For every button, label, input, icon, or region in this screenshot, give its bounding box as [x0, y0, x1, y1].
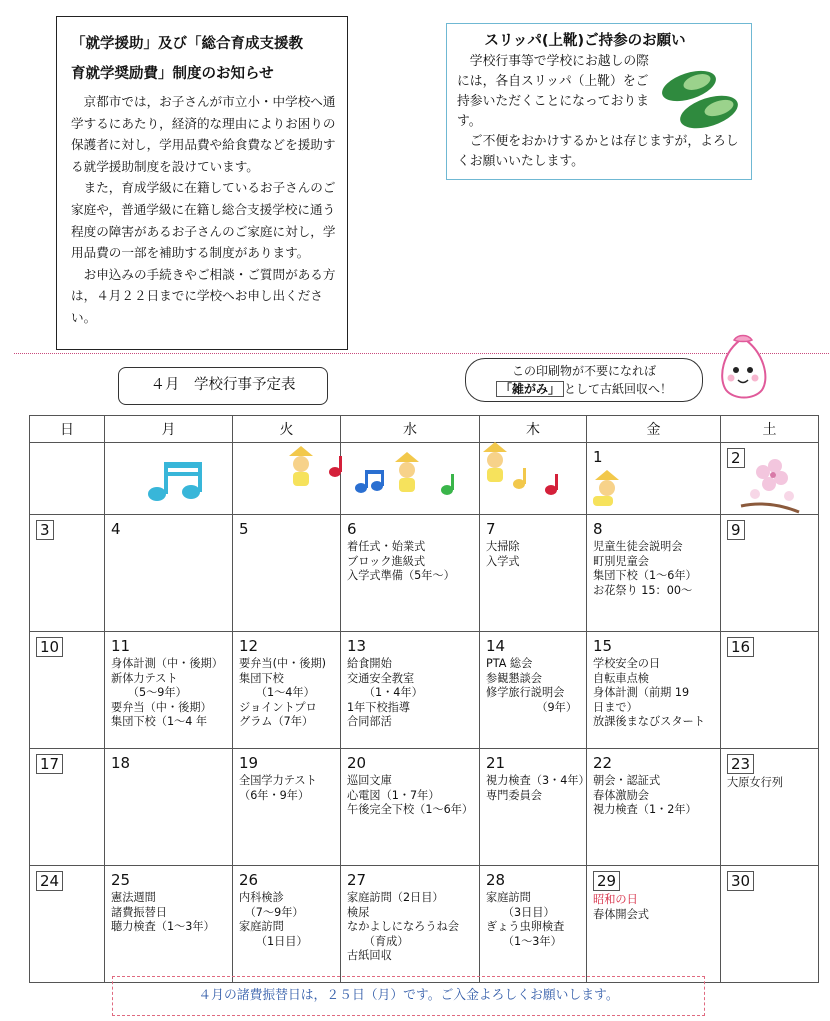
event-item: 専門委員会: [486, 788, 542, 802]
calendar-day-cell: [721, 515, 819, 632]
day-number: 30: [727, 871, 754, 891]
calendar-day-cell: [480, 749, 590, 866]
event-item: 家庭訪問: [239, 920, 284, 933]
calendar-day-cell: [587, 443, 721, 515]
event-item: 日まで）: [593, 700, 638, 714]
day-number: 12: [239, 637, 259, 655]
event-item: 給食開始: [347, 657, 392, 670]
calendar-day-cell: [721, 749, 819, 866]
calendar-day-cell: [105, 866, 233, 983]
weekday-header: 水: [341, 416, 480, 443]
event-item: （1～4年）: [239, 686, 315, 699]
calendar-day-cell: [105, 749, 233, 866]
calendar-week-row: [30, 632, 819, 749]
day-number: 10: [36, 637, 63, 657]
financial-aid-notice: [56, 16, 348, 350]
event-item: 朝会・認証式: [593, 774, 661, 787]
event-item: 検尿: [347, 905, 370, 919]
recycle-line2: [466, 380, 702, 398]
calendar-day-cell: [341, 515, 480, 632]
event-item: 集団下校（1～6年）: [593, 569, 697, 582]
weekday-header: 火: [233, 416, 341, 443]
event-item: 全国学力テスト: [239, 774, 317, 787]
calendar-day-cell: [341, 866, 480, 983]
day-number: 16: [727, 637, 754, 657]
event-item: 憲法週間: [111, 891, 156, 904]
calendar-day-cell: [105, 632, 233, 749]
event-item: 学校安全の日: [593, 657, 661, 670]
day-number: 21: [486, 754, 506, 772]
day-number: 28: [486, 871, 506, 889]
event-item: 合同部活: [347, 715, 392, 728]
calendar-title: ４月 学校行事予定表: [118, 367, 328, 405]
day-number: 19: [239, 754, 259, 772]
event-item: 昭和の日: [593, 893, 638, 906]
calendar-day-cell: [105, 443, 233, 515]
school-calendar: [29, 415, 819, 983]
event-item: ブロック進級式: [347, 554, 426, 568]
event-item: 午後完全下校（1～6年）: [347, 803, 474, 816]
mascot-character-icon: [712, 332, 774, 402]
calendar-day-cell: [233, 632, 341, 749]
event-item: （1・4年）: [347, 686, 423, 699]
calendar-day-cell: [233, 443, 341, 515]
calendar-day-cell: [480, 866, 587, 983]
calendar-day-cell: [480, 515, 587, 632]
calendar-day-cell: [30, 443, 105, 515]
recycle-line1: この印刷物が不要になれば: [511, 364, 656, 378]
day-number: 18: [111, 754, 131, 772]
calendar-week-row: [30, 515, 819, 632]
day-number: 6: [347, 520, 357, 538]
day-number: 23: [727, 754, 754, 774]
recycle-keyword: 「雑がみ」: [496, 381, 564, 397]
day-number: 4: [111, 520, 121, 538]
event-item: 聴力検査（1～3年）: [111, 920, 215, 933]
weekday-header: 金: [587, 416, 721, 443]
financial-aid-paragraph: 京都市では，お子さんが市立小・中学校へ通学するにあたり，経済的な理由によりお困りの保護者に対し，学用品費や給食費などを援助する就学援助制度を設けています。: [71, 94, 336, 174]
event-item: 大原女行列: [727, 776, 783, 789]
calendar-day-cell: [587, 866, 721, 983]
event-item: 町別児童会: [593, 554, 649, 568]
event-item: 着任式・始業式: [347, 540, 426, 553]
calendar-week-row: [30, 866, 819, 983]
event-item: 大掃除: [486, 540, 520, 553]
weekday-header-row: [30, 416, 819, 443]
weekday-header: 土: [721, 416, 819, 443]
event-item: 集団下校: [239, 671, 284, 685]
calendar-week-row: [30, 749, 819, 866]
payment-footer-note: ４月の諸費振替日は，２５日（月）です。ご入金よろしくお願いします。: [112, 976, 705, 1016]
event-item: 諸費振替日: [111, 905, 167, 919]
event-item: 集団下校（1～4 年: [111, 715, 208, 728]
financial-aid-title-line2: 育就学奨励費」制度のお知らせ: [71, 66, 274, 82]
event-item: ジョイントプロ: [239, 700, 317, 714]
event-item: お花祭り 15：00～: [593, 583, 693, 597]
event-item: 入学式準備（5年～）: [347, 569, 455, 582]
day-number: 8: [593, 520, 603, 538]
event-item: 放課後まなびスタート: [593, 715, 705, 728]
calendar-day-cell: [587, 749, 721, 866]
event-item: 要弁当（中・後期）: [111, 700, 212, 714]
financial-aid-title-line1: 「就学援助」及び「総合育成支援教: [71, 36, 303, 52]
day-number: 26: [239, 871, 259, 889]
section-divider: [14, 353, 829, 354]
financial-aid-paragraph: また，育成学級に在籍しているお子さんのご家庭や，普通学級に在籍し総合支援学校に通う程度の障害があるお子さんのご家庭に対し，学用品費の一部を補助する制度があります。: [71, 180, 336, 261]
event-item: 身体計測（前期 19: [593, 686, 690, 699]
event-item: 心電図（1・7年）: [347, 788, 440, 802]
day-number: 5: [239, 520, 249, 538]
financial-aid-body: [71, 91, 337, 329]
event-item: 家庭訪問: [486, 891, 531, 904]
event-item: PTA 総会: [486, 657, 533, 670]
day-number: 25: [111, 871, 131, 889]
calendar-day-cell: [480, 632, 587, 749]
calendar-day-cell: [105, 515, 233, 632]
event-item: 新体力テスト: [111, 671, 178, 685]
event-item: 家庭訪問（2日目）: [347, 891, 444, 904]
calendar-week-row: [30, 443, 819, 515]
event-item: 交通安全教室: [347, 671, 415, 685]
event-item: 春体激励会: [593, 788, 649, 802]
event-item: 春体開会式: [593, 907, 649, 921]
slippers-title: スリッパ(上靴)ご持参のお願い: [484, 33, 686, 49]
day-number: 27: [347, 871, 367, 889]
day-number: 29: [593, 871, 620, 891]
calendar-day-cell: [480, 443, 587, 515]
calendar-day-cell: [587, 632, 721, 749]
day-number: 2: [727, 448, 745, 468]
day-number: 15: [593, 637, 613, 655]
slippers-paragraph: 学校行事等で学校にお越しの際には，各自スリッパ（上靴）をご持参いただくことになっております。: [457, 54, 649, 129]
calendar-day-cell: [721, 866, 819, 983]
calendar-body: [30, 443, 819, 983]
day-number: 3: [36, 520, 54, 540]
event-item: （7～9年）: [239, 905, 304, 919]
event-item: 自転車点検: [593, 671, 649, 685]
weekday-header: 月: [105, 416, 233, 443]
day-number: 24: [36, 871, 63, 891]
event-item: 視力検査（3・4年）: [486, 774, 590, 787]
event-item: （1～3年）: [486, 934, 562, 948]
event-item: 参観懇談会: [486, 671, 542, 685]
day-number: 20: [347, 754, 367, 772]
calendar-day-cell: [341, 443, 480, 515]
event-item: （1日目）: [239, 934, 308, 948]
day-number: 14: [486, 637, 506, 655]
day-number: 9: [727, 520, 745, 540]
day-number: 22: [593, 754, 613, 772]
day-number: 7: [486, 520, 496, 538]
event-item: 視力検査（1・2年）: [593, 803, 697, 816]
calendar-day-cell: [341, 632, 480, 749]
day-number: 11: [111, 637, 131, 655]
day-number: 1: [593, 448, 603, 466]
recycle-speech-bubble: [465, 358, 703, 402]
event-item: （6年・9年）: [239, 788, 310, 802]
event-item: 要弁当(中・後期): [239, 657, 327, 670]
slippers-notice: [446, 23, 752, 180]
event-item: 修学旅行説明会: [486, 686, 565, 699]
slippers-body: [457, 52, 739, 172]
event-item: なかよしになろうね会: [347, 920, 459, 933]
event-item: （5～9年）: [111, 686, 187, 699]
slippers-icon: [659, 60, 745, 134]
calendar-day-cell: [30, 515, 105, 632]
calendar-day-cell: [30, 866, 105, 983]
event-item: （育成）: [347, 934, 409, 948]
calendar-day-cell: [233, 515, 341, 632]
event-item: グラム（7年）: [239, 715, 314, 728]
event-item: 児童生徒会説明会: [593, 540, 683, 553]
event-item: ぎょう虫卵検査: [486, 920, 565, 933]
event-item: （3日目）: [486, 905, 555, 919]
event-item: 古紙回収: [347, 949, 392, 962]
calendar-day-cell: [30, 749, 105, 866]
event-item: 入学式: [486, 554, 520, 568]
event-item: 内科検診: [239, 891, 284, 904]
weekday-header: 木: [480, 416, 587, 443]
calendar-day-cell: [587, 515, 721, 632]
slippers-paragraph: ご不便をおかけするかとは存じますが，よろしくお願いいたします。: [457, 134, 739, 169]
calendar-day-cell: [341, 749, 480, 866]
event-item: 身体計測（中・後期）: [111, 657, 223, 670]
calendar-day-cell: [233, 749, 341, 866]
calendar-day-cell: [721, 443, 819, 515]
event-item: 1年下校指導: [347, 700, 411, 714]
day-number: 17: [36, 754, 63, 774]
event-item: （9年）: [486, 700, 578, 714]
calendar-day-cell: [721, 632, 819, 749]
financial-aid-paragraph: お申込みの手続きやご相談・ご質問がある方は，４月２２日までに学校へお申し出ください。: [71, 266, 336, 325]
recycle-line2-text: として古紙回収へ！: [564, 382, 673, 396]
event-item: 巡回文庫: [347, 774, 392, 787]
weekday-header: 日: [30, 416, 105, 443]
calendar-day-cell: [30, 632, 105, 749]
calendar-day-cell: [233, 866, 341, 983]
day-number: 13: [347, 637, 367, 655]
